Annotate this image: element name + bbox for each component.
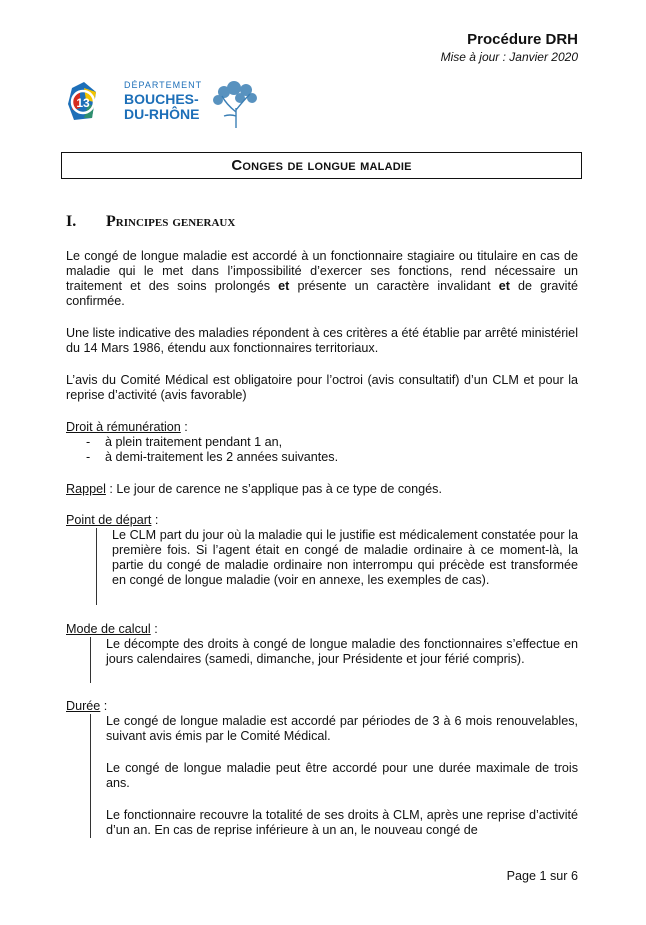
document-title: Conges de longue maladie — [231, 157, 412, 174]
paragraph-intro — [66, 249, 578, 309]
droit-label: Droit à rémunération — [66, 420, 181, 434]
duree-suffix: : — [100, 699, 108, 713]
p1-text-c: de gravité confirmée. — [66, 279, 578, 308]
paragraph-avis: L’avis du Comité Médical est obligatoire pour l’octroi (avis consultatif) d’un CLM et pour la reprise d’activité (avis favorable) — [66, 373, 578, 402]
droit-item-1: à plein traitement pendant 1 an, — [105, 435, 283, 449]
logo-number: 13 — [76, 96, 90, 110]
duree-text-1: Le congé de longue maladie est accordé par périodes de 3 à 6 mois renouvelables, suivant avis émis par le Comité Médical. — [106, 714, 578, 743]
header-title: Procédure DRH — [467, 31, 578, 48]
droit-suffix: : — [180, 420, 188, 434]
point-depart-text: Le CLM part du jour où la maladie qui le justifie est médicalement constatée pour la première fois. Si l’agent était en congé de maladie ordinaire à ce moment-là, la partie du congé de maladie ordinaire non interrompu qui précède est transformée en congé de longue maladie (voir en annexe, les exemples de cas). — [112, 528, 578, 587]
paragraph-list: Une liste indicative des maladies répondent à ces critères a été établie par arrêté ministériel du 14 Mars 1986, étendu aux fonctionnaires territoriaux. — [66, 326, 578, 355]
logo-line1: DÉPARTEMENT — [124, 80, 203, 90]
point-depart-heading — [66, 513, 578, 528]
section-number: I. — [66, 213, 77, 230]
mode-calcul-text: Le décompte des droits à congé de longue maladie des fonctionnaires s’effectue en jours calendaires (samedi, dimanche, jour Présidente et jour férié compris). — [106, 637, 578, 666]
p1-text-b: présente un caractère invalidant — [289, 279, 499, 293]
mode-calcul-label: Mode de calcul — [66, 622, 151, 636]
point-depart-label: Point de départ — [66, 513, 152, 527]
list-dash: - — [86, 435, 91, 449]
p1-bold-2: et — [498, 279, 510, 293]
duree-text-2: Le congé de longue maladie peut être accordé pour une durée maximale de trois ans. — [106, 761, 578, 790]
indent-rule — [90, 714, 91, 838]
rappel-paragraph — [66, 482, 578, 497]
section-heading — [66, 213, 235, 231]
duree-label: Durée — [66, 699, 101, 713]
list-dash: - — [86, 450, 91, 464]
logo-line3: DU-RHÔNE — [124, 106, 200, 122]
duree-heading — [66, 699, 578, 714]
indent-rule — [96, 528, 97, 605]
header-date: Mise à jour : Janvier 2020 — [440, 50, 578, 64]
indent-rule — [90, 637, 91, 683]
rappel-text: : Le jour de carence ne s’applique pas à ce type de congés. — [105, 482, 442, 496]
document-title-box — [61, 152, 582, 179]
mode-calcul-suffix: : — [150, 622, 158, 636]
rappel-label: Rappel — [66, 482, 106, 496]
department-logo — [66, 78, 266, 130]
droit-item-2: à demi-traitement les 2 années suivantes. — [105, 450, 339, 464]
droit-heading — [66, 420, 578, 435]
p1-text-a: Le congé de longue maladie est accordé à un fonctionnaire stagiaire ou titulaire en cas de maladie qui le met dans l’impossibilité d’exercer ses fonctions, rend nécessaire un traitement et des soins prolongés — [66, 249, 578, 293]
point-depart-suffix: : — [151, 513, 159, 527]
p1-bold-1: et — [278, 279, 290, 293]
duree-text-3: Le fonctionnaire recouvre la totalité de ses droits à CLM, après une reprise d’activité d’un an. En cas de reprise inférieure à un an, le nouveau congé de — [106, 808, 578, 837]
page-number: Page 1 sur 6 — [506, 869, 578, 883]
section-title: Principes generaux — [106, 213, 236, 230]
mode-calcul-heading — [66, 622, 578, 637]
logo-line2: BOUCHES- — [124, 91, 199, 107]
